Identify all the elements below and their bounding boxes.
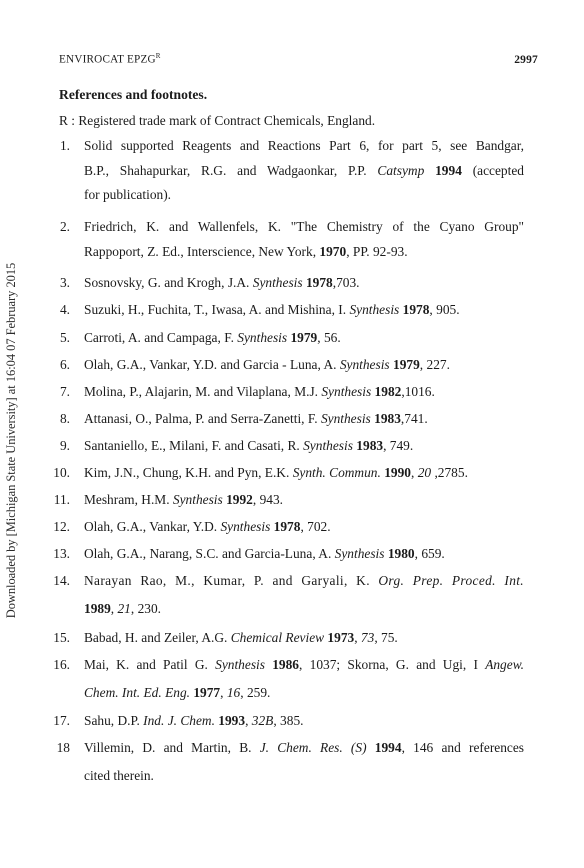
trademark-note: R : Registered trade mark of Contract Chemicals, England.: [59, 113, 376, 128]
section-title: References and footnotes.: [59, 87, 208, 102]
download-watermark-text: Downloaded by [Michigan State University] at 16:04 07 February 2015: [4, 262, 19, 618]
running-head: [59, 52, 538, 66]
journal-header: ENVIROCAT $EPZG^R$: [59, 52, 161, 66]
page-number: 2997: [514, 53, 538, 66]
download-watermark: [1, 240, 23, 640]
